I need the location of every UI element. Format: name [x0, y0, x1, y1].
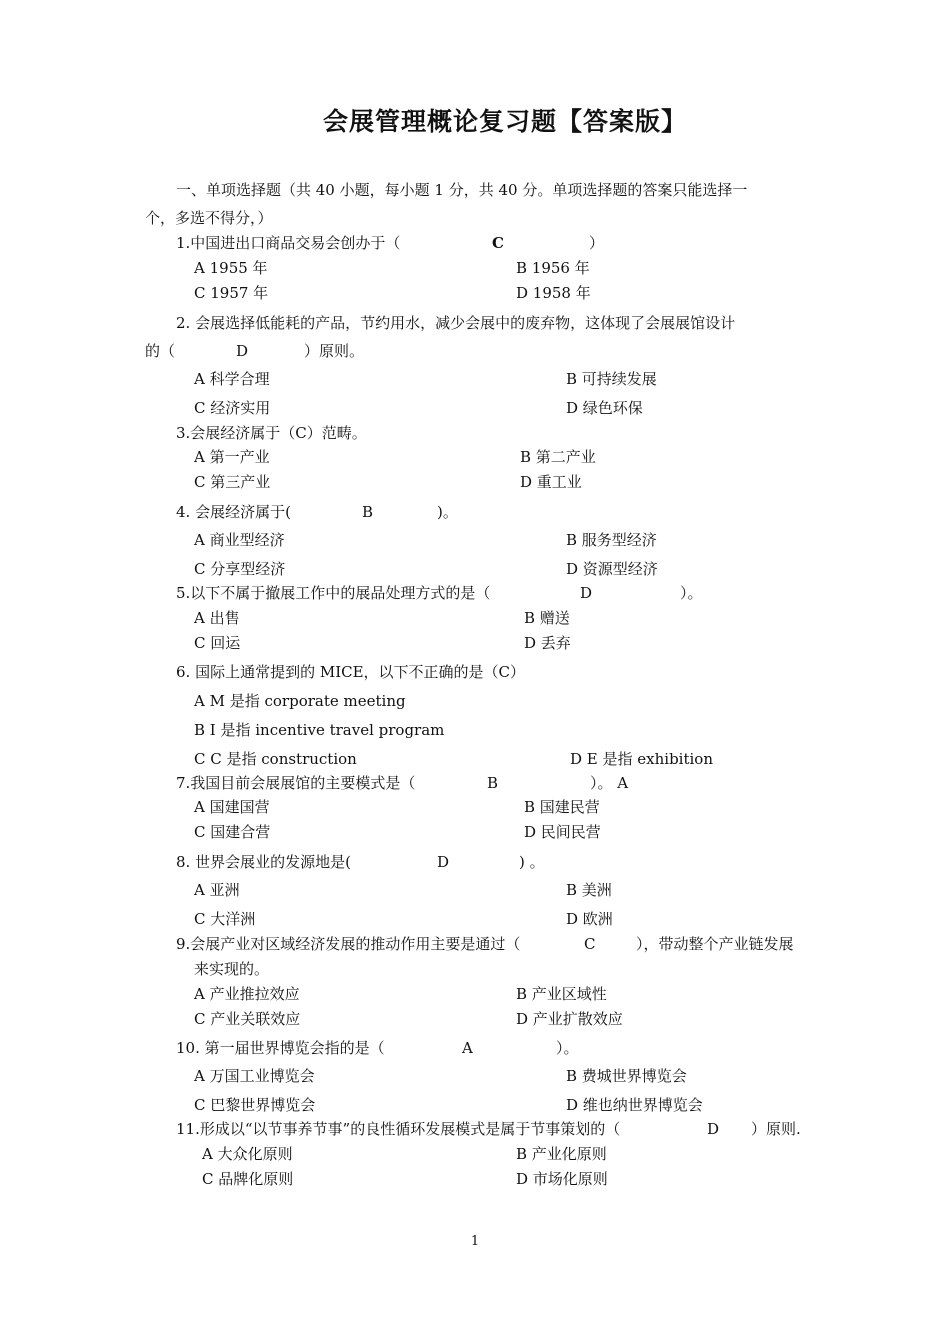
q1-option-d: D 1958 年 [516, 284, 591, 302]
q1-close: ） [589, 234, 605, 252]
q6-option-d: D E 是指 exhibition [570, 750, 713, 768]
q8-answer: D [437, 853, 450, 871]
q10-answer: A [462, 1039, 473, 1057]
q11-option-a: A 大众化原则 [202, 1145, 293, 1163]
q7-option-d: D 民间民营 [524, 823, 601, 841]
q5-answer: D [580, 584, 593, 602]
q9-stem-1: 9.会展产业对区域经济发展的推动作用主要是通过（ [176, 935, 521, 953]
q9-option-b: B 产业区域性 [516, 985, 607, 1003]
q5-option-c: C 回运 [194, 634, 241, 652]
q7-option-a: A 国建国营 [194, 798, 270, 816]
q8-stem: 8. 世界会展业的发源地是( [176, 853, 351, 871]
q6-option-b: B I 是指 incentive travel program [194, 721, 445, 739]
q7-stem: 7.我国目前会展展馆的主要模式是（ [176, 774, 416, 792]
q11-option-d: D 市场化原则 [516, 1170, 608, 1188]
section-intro-2: 个，多选不得分，） [145, 209, 273, 227]
q8-option-c: C 大洋洲 [194, 910, 256, 928]
q4-option-b: B 服务型经济 [566, 531, 657, 549]
q6-stem: 6. 国际上通常提到的 MICE，以下不正确的是（C） [176, 663, 526, 681]
q8-option-b: B 美洲 [566, 881, 612, 899]
q8-option-d: D 欧洲 [566, 910, 613, 928]
q5-stem: 5.以下不属于撤展工作中的展品处理方式的是（ [176, 584, 491, 602]
q6-option-a: A M 是指 corporate meeting [194, 692, 406, 710]
q6-option-c: C C 是指 construction [194, 750, 357, 768]
q1-stem: 1.中国进出口商品交易会创办于（ [176, 234, 401, 252]
q5-option-b: B 赠送 [524, 609, 570, 627]
q2-stem-2: 的（ [145, 342, 176, 360]
q2-close: ）原则。 [304, 342, 365, 360]
q9-option-a: A 产业推拉效应 [194, 985, 300, 1003]
q1-option-c: C 1957 年 [194, 284, 269, 302]
q4-stem: 4. 会展经济属于( [176, 503, 291, 521]
q3-option-b: B 第二产业 [520, 448, 596, 466]
q2-option-d: D 绿色环保 [566, 399, 643, 417]
q1-answer: C [492, 234, 504, 252]
q11-option-b: B 产业化原则 [516, 1145, 607, 1163]
q8-option-a: A 亚洲 [194, 881, 240, 899]
q1-option-b: B 1956 年 [516, 259, 590, 277]
q11-close: ）原则. [751, 1120, 801, 1138]
q5-option-a: A 出售 [194, 609, 240, 627]
q10-stem: 10. 第一届世界博览会指的是（ [176, 1039, 385, 1057]
q9-close: ），带动整个产业链发展 [636, 935, 794, 953]
q4-option-a: A 商业型经济 [194, 531, 285, 549]
q10-option-b: B 费城世界博览会 [566, 1067, 687, 1085]
q11-option-c: C 品牌化原则 [202, 1170, 294, 1188]
q7-option-b: B 国建民营 [524, 798, 600, 816]
page-title: 会展管理概论复习题【答案版】 [322, 107, 687, 136]
q3-option-d: D 重工业 [520, 473, 582, 491]
section-intro-1: 一、单项选择题（共 40 小题，每小题 1 分，共 40 分。单项选择题的答案只能选择一 [176, 181, 748, 199]
q9-option-c: C 产业关联效应 [194, 1010, 301, 1028]
q4-option-c: C 分享型经济 [194, 560, 286, 578]
q4-option-d: D 资源型经济 [566, 560, 658, 578]
q3-option-c: C 第三产业 [194, 473, 271, 491]
q10-close: ）。 [556, 1039, 579, 1057]
q7-answer: B [487, 774, 499, 792]
q11-answer: D [707, 1120, 720, 1138]
q10-option-d: D 维也纳世界博览会 [566, 1096, 703, 1114]
q7-option-c: C 国建合营 [194, 823, 271, 841]
q7-close: ）。 A [590, 774, 629, 792]
q3-option-a: A 第一产业 [194, 448, 270, 466]
q3-stem: 3.会展经济属于（C）范畴。 [176, 424, 367, 442]
q2-stem-1: 2. 会展选择低能耗的产品，节约用水，减少会展中的废弃物，这体现了会展展馆设计 [176, 314, 736, 332]
q5-option-d: D 丢弃 [524, 634, 571, 652]
q5-close: ）。 [680, 584, 703, 602]
q1-option-a: A 1955 年 [194, 259, 268, 277]
q2-option-c: C 经济实用 [194, 399, 271, 417]
q9-option-d: D 产业扩散效应 [516, 1010, 623, 1028]
q4-answer: B [362, 503, 374, 521]
page-number: 1 [470, 1234, 480, 1249]
q8-close: ) 。 [519, 853, 545, 871]
q4-close: )。 [437, 503, 458, 521]
q2-option-b: B 可持续发展 [566, 370, 657, 388]
q2-answer: D [236, 342, 249, 360]
q2-option-a: A 科学合理 [194, 370, 270, 388]
q10-option-a: A 万国工业博览会 [194, 1067, 315, 1085]
q9-answer: C [584, 935, 596, 953]
q9-stem-2: 来实现的。 [194, 960, 270, 978]
q10-option-c: C 巴黎世界博览会 [194, 1096, 316, 1114]
q11-stem: 11.形成以“以节事养节事”的良性循环发展模式是属于节事策划的（ [176, 1120, 621, 1138]
